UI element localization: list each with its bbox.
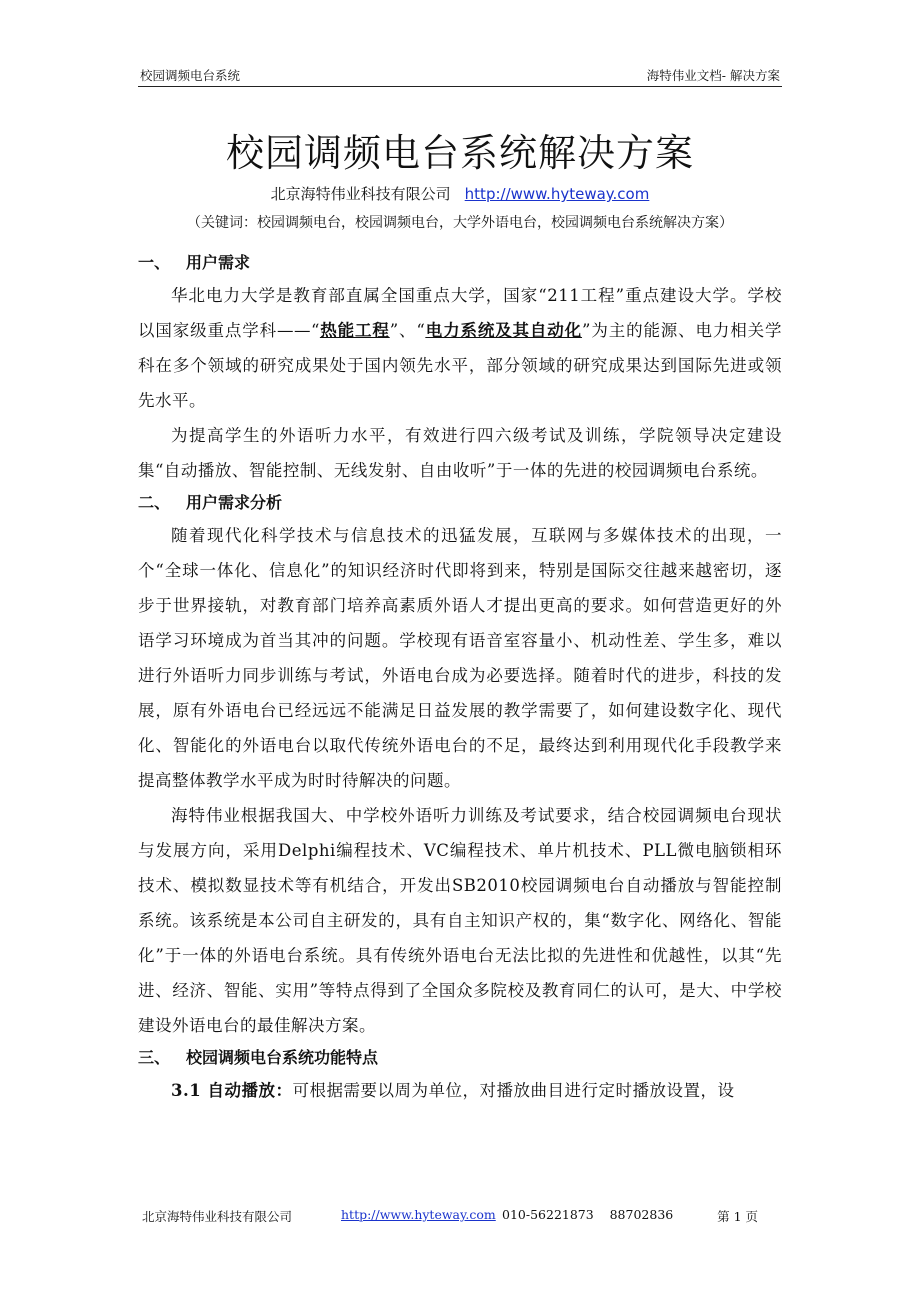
paragraph (138, 1073, 782, 1108)
paragraph: 为提高学生的外语听力水平，有效进行四六级考试及训练，学院领导决定建设集“自动播放、智能控制、无线发射、自由收听”于一体的先进的校园调频电台系统。 (138, 426, 782, 480)
footer-company: 北京海特伟业科技有限公司 (142, 1209, 293, 1224)
section-title: 用户需求分析 (186, 493, 283, 512)
section-title: 用户需求 (186, 253, 251, 272)
paragraph: 随着现代化科学技术与信息技术的迅猛发展，互联网与多媒体技术的出现，一个“全球一体化、信息化”的知识经济时代即将到来，特别是国际交往越来越密切，逐步于世界接轨，对教育部门培养高素质外语人才提出更高的要求。如何营造更好的外语学习环境成为首当其冲的问题。学校现有语音室容量小、机动性差、学生多，难以进行外语听力同步训练与考试，外语电台成为必要选择。随着时代的进步，科技的发展，原有外语电台已经远远不能满足日益发展的教学需要了，如何建设数字化、现代化、智能化的外语电台以取代传统外语电台的不足，最终达到利用现代化手段教学来提高整体教学水平成为时时待解决的问题。 (138, 526, 782, 790)
header-right: 海特伟业文档- 解决方案 (646, 68, 780, 83)
paragraph (138, 278, 782, 418)
document-title: 校园调频电台系统解决方案 (225, 131, 694, 175)
page-number: 第 1 页 (717, 1209, 758, 1224)
section-heading-1 (138, 248, 782, 278)
section-number: 三、 (138, 1048, 171, 1067)
document-body (138, 248, 782, 1108)
footer-url-link[interactable]: http://www.hyteway.com (341, 1207, 496, 1222)
page-header (138, 64, 782, 87)
text-run: ”为主的能源、电力相关学科在多个领域的研究成果处于国内领先水平，部分领域的研究成果达到国际先进或领先水平。 (138, 321, 783, 410)
footer-phone: 010-56221873 88702836 (502, 1207, 674, 1222)
keywords-line: （关键词：校园调频电台，校园调频电台，大学外语电台，校园调频电台系统解决方案） (187, 215, 733, 231)
text-run: 华北电力大学是教育部直属全国重点大学，国家“211工程”重点建设大学。学校以国家级重点学科——“ (138, 286, 782, 340)
company-name: 北京海特伟业科技有限公司 (270, 185, 451, 203)
emphasis-link-thermal-engineering[interactable]: 热能工程 (319, 321, 390, 340)
paragraph: 海特伟业根据我国大、中学校外语听力训练及考试要求，结合校园调频电台现状与发展方向，采用Delphi编程技术、VC编程技术、单片机技术、PLL微电脑锁相环技术、模拟数显技术等有机结合，开发出SB2010校园调频电台自动播放与智能控制系统。该系统是本公司自主研发的，具有自主知识产权的，集“数字化、网络化、智能化”于一体的外语电台系统。具有传统外语电台无法比拟的先进性和优越性，以其“先进、经济、智能、实用”等特点得到了全国众多院校及教育同仁的认可，是大、中学校建设外语电台的最佳解决方案。 (138, 806, 782, 1035)
emphasis-link-power-systems[interactable]: 电力系统及其自动化 (425, 321, 583, 340)
section-title: 校园调频电台系统功能特点 (186, 1048, 379, 1067)
company-line (0, 183, 920, 204)
section-number: 二、 (138, 493, 171, 512)
feature-lead: 3.1 自动播放： (171, 1081, 293, 1100)
section-heading-3 (138, 1043, 782, 1073)
company-url-link[interactable]: http://www.hyteway.com (464, 185, 650, 203)
section-heading-2 (138, 488, 782, 518)
section-number: 一、 (138, 253, 171, 272)
page-footer (138, 1207, 782, 1229)
header-left: 校园调频电台系统 (140, 68, 241, 83)
text-run: ”、“ (389, 321, 426, 340)
text-run: 可根据需要以周为单位，对播放曲目进行定时播放设置，设 (292, 1081, 735, 1100)
